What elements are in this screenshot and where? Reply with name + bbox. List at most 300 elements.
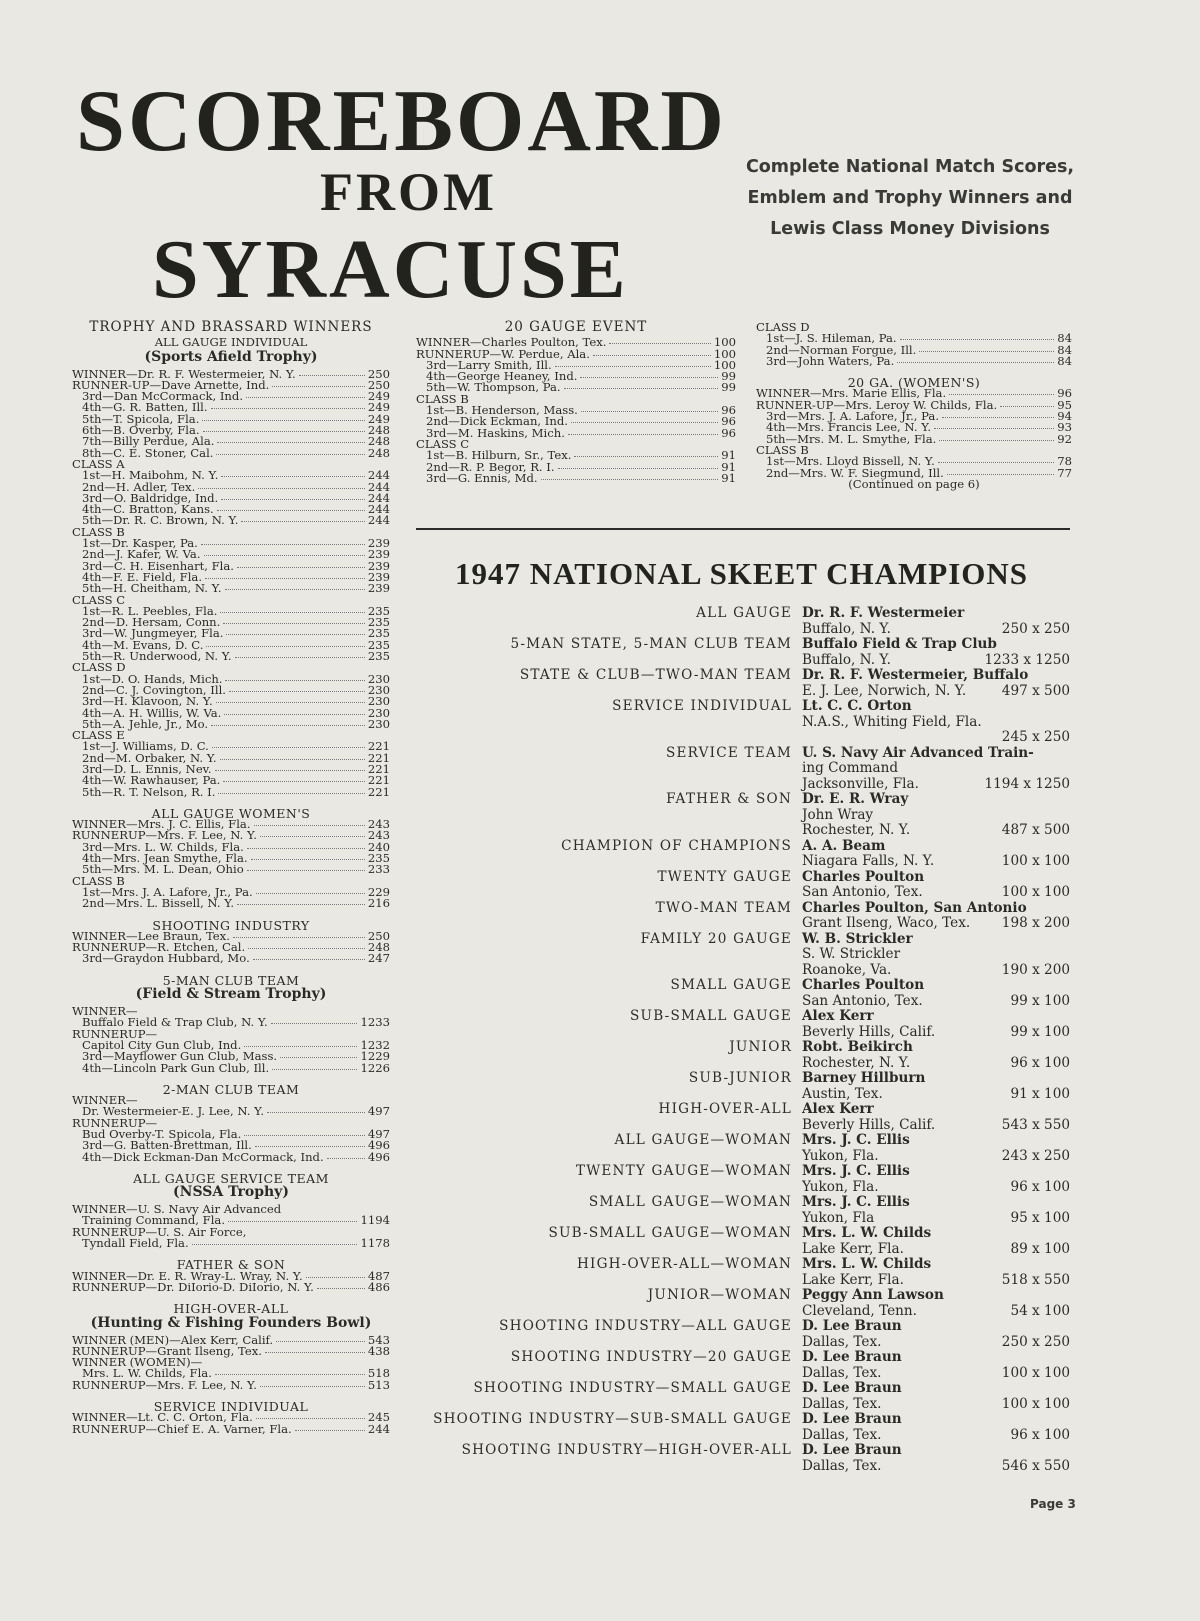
result-name: RUNNERUP—R. Etchen, Cal. (72, 940, 246, 955)
champion-details (802, 1195, 1070, 1226)
result-score: 230 (367, 682, 390, 697)
dot-leader (204, 555, 365, 556)
champion-row (410, 668, 1070, 699)
champion-text: E. J. Lee, Norwich, N. Y. (802, 682, 967, 699)
dot-leader (217, 442, 364, 443)
section-heading: ALL GAUGE WOMEN'S (151, 805, 311, 821)
champion-row (410, 1443, 1070, 1474)
champion-line (802, 839, 1070, 855)
champion-text: Robt. Beikirch (802, 1039, 913, 1055)
champion-row (410, 1195, 1070, 1226)
result-score: 1178 (360, 1236, 390, 1251)
result-score: 91 (721, 470, 736, 485)
dot-leader (255, 1146, 365, 1147)
result-score: 78 (1057, 454, 1072, 469)
result-name: 3rd—Mayflower Gun Club, Mass. (82, 1049, 278, 1064)
result-score: 84 (1057, 353, 1072, 368)
champion-text: Dallas, Tex. (802, 1457, 882, 1474)
champion-line (802, 1459, 1070, 1475)
result-score: 249 (367, 400, 390, 415)
result-score: 221 (367, 761, 390, 776)
dot-leader (221, 476, 364, 477)
result-score: 96 (721, 403, 736, 418)
result-name: RUNNERUP—W. Perdue, Ala. (416, 346, 590, 361)
champion-text: Beverly Hills, Calif. (802, 1116, 936, 1133)
result-name: Mrs. L. W. Childs, Fla. (82, 1366, 212, 1381)
champion-line (802, 777, 1070, 793)
result-score: 249 (367, 411, 390, 426)
section-heading: SHOOTING INDUSTRY (152, 917, 310, 933)
champion-line (802, 1412, 1070, 1428)
result-name: RUNNERUP—Mrs. F. Lee, N. Y. (72, 828, 257, 843)
champion-row (410, 978, 1070, 1009)
result-label: WINNER— (72, 1004, 138, 1019)
section-heading: (Continued on page 6) (848, 476, 980, 491)
result-label: RUNNERUP— (72, 1026, 158, 1041)
result-row (72, 953, 390, 964)
dot-leader (919, 351, 1054, 352)
event-name: STATE & CLUB—TWO-MAN TEAM (519, 667, 792, 683)
champion-line (802, 1164, 1070, 1180)
champion-score: 99 x 100 (1010, 992, 1070, 1009)
champion-row (410, 870, 1070, 901)
champion-line (802, 978, 1070, 994)
class-heading: CLASS D (756, 320, 810, 334)
champion-text: S. W. Strickler (802, 946, 901, 962)
champion-line (802, 1149, 1070, 1165)
result-name: RUNNER-UP—Mrs. Leroy W. Childs, Fla. (756, 397, 998, 412)
champion-line (802, 1102, 1070, 1118)
event-name: TWENTY GAUGE—WOMAN (575, 1163, 792, 1179)
champion-details (802, 1071, 1070, 1102)
result-name: WINNER—Lee Braun, Tex. (72, 928, 230, 943)
event-name: SUB-SMALL GAUGE (630, 1008, 792, 1024)
champion-text: Niagara Falls, N. Y. (802, 853, 935, 869)
section-heading: SERVICE INDIVIDUAL (153, 1399, 309, 1415)
result-score: 496 (367, 1149, 390, 1164)
result-name: WINNER—Mrs. J. C. Ellis, Fla. (72, 817, 251, 832)
champion-text: Dr. E. R. Wray (802, 791, 909, 807)
twenty-gauge-column (416, 319, 736, 485)
champion-text: Mrs. L. W. Childs (802, 1256, 932, 1272)
result-name: Bud Overby-T. Spicola, Fla. (82, 1127, 242, 1141)
champion-score: 487 x 500 (1001, 822, 1070, 838)
result-name: 1st—Mrs. Lloyd Bissell, N. Y. (766, 454, 935, 469)
champion-row (410, 1102, 1070, 1133)
dot-leader (244, 1046, 357, 1047)
event-name: JUNIOR (729, 1039, 792, 1055)
dot-leader (223, 781, 365, 782)
dot-leader (211, 408, 365, 409)
result-name: 4th—F. E. Field, Fla. (82, 569, 203, 584)
champion-score: 96 x 100 (1010, 1178, 1070, 1195)
result-label: WINNER (WOMEN)— (72, 1355, 203, 1370)
result-name: 3rd—O. Baldridge, Ind. (82, 490, 219, 505)
champion-row (410, 1381, 1070, 1412)
dot-leader (248, 948, 365, 949)
result-name: 4th—George Heaney, Ind. (426, 369, 578, 384)
subtitle-line: Emblem and Trophy Winners and (747, 188, 1073, 208)
champion-row (410, 1071, 1070, 1102)
result-score: 230 (367, 705, 390, 720)
class-heading: CLASS B (416, 391, 469, 406)
dot-leader (260, 1386, 365, 1387)
result-score: 84 (1057, 342, 1072, 357)
result-score: 240 (367, 839, 390, 854)
result-name: 2nd—Norman Forgue, Ill. (766, 342, 917, 357)
champion-text: Barney Hillburn (802, 1070, 926, 1086)
champion-score: 250 x 250 (1001, 620, 1070, 637)
event-name: ALL GAUGE (696, 605, 792, 621)
champion-line (802, 963, 1070, 979)
result-name: 3rd—G. Batten-Brettman, Ill. (82, 1138, 252, 1153)
result-name: 2nd—Mrs. L. Bissell, N. Y. (82, 896, 235, 911)
result-row (72, 898, 390, 909)
champion-score: 190 x 200 (1001, 961, 1070, 978)
dot-leader (220, 612, 364, 613)
result-score: 497 (367, 1127, 390, 1141)
event-name: FATHER & SON (666, 791, 792, 807)
section-heading: 5-MAN CLUB TEAM (162, 972, 300, 988)
result-name: 2nd—J. Kafer, W. Va. (82, 547, 201, 562)
dot-leader (251, 859, 365, 860)
champion-line (802, 1025, 1070, 1041)
event-name: TWO-MAN TEAM (655, 899, 792, 916)
champion-details (802, 1412, 1070, 1443)
champion-text: D. Lee Braun (802, 1349, 902, 1365)
result-row (72, 1279, 390, 1294)
subtitle-line: Complete National Match Scores, (745, 157, 1075, 177)
dot-leader (215, 1374, 365, 1375)
champion-text: Rochester, N. Y. (802, 822, 911, 838)
champion-score: 250 x 250 (1001, 1333, 1070, 1350)
event-name: SERVICE TEAM (666, 744, 792, 761)
section-heading: (Sports Afield Trophy) (144, 348, 318, 365)
dot-leader (947, 474, 1054, 475)
champion-text: Dr. R. F. Westermeier, Buffalo (802, 667, 1029, 683)
champion-line (802, 823, 1070, 839)
result-score: 235 (367, 637, 390, 652)
champion-line (802, 994, 1070, 1010)
champion-line (802, 947, 1070, 963)
result-score: 248 (367, 423, 390, 438)
champion-line (802, 1273, 1070, 1289)
result-name: 6th—B. Overby, Fla. (82, 423, 200, 438)
champion-text: U. S. Navy Air Advanced Train- (802, 744, 1034, 761)
result-score: 486 (367, 1279, 390, 1294)
champion-text: Buffalo, N. Y. (802, 620, 891, 637)
result-name: 3rd—M. Haskins, Mich. (426, 425, 565, 440)
champion-line (802, 1397, 1070, 1413)
result-name: 2nd—M. Orbaker, N. Y. (82, 750, 217, 765)
result-name: 3rd—H. Klavoon, N. Y. (82, 694, 213, 709)
result-score: 91 (721, 448, 736, 463)
champion-text: Buffalo Field & Trap Club (802, 636, 997, 652)
section-heading: 2-MAN CLUB TEAM (162, 1081, 300, 1097)
class-heading: CLASS C (416, 436, 470, 451)
champions-title: 1947 NATIONAL SKEET CHAMPIONS (455, 556, 1029, 591)
result-row (72, 1238, 390, 1249)
dot-leader (202, 420, 364, 421)
result-name: 5th—Dr. R. C. Brown, N. Y. (82, 513, 239, 528)
dot-leader (317, 1288, 365, 1289)
champion-line (802, 792, 1070, 808)
result-score: 249 (367, 389, 390, 404)
champion-text: Rochester, N. Y. (802, 1054, 911, 1071)
champion-text: Yukon, Fla (802, 1209, 875, 1226)
class-heading: CLASS D (72, 660, 126, 675)
section-heading: 20 GA. (WOMEN'S) (847, 375, 981, 391)
result-score: 100 (713, 346, 736, 361)
result-name: 4th—Mrs. Jean Smythe, Fla. (82, 851, 248, 866)
result-name: RUNNERUP—Grant Ilseng, Tex. (72, 1343, 262, 1358)
dot-leader (939, 440, 1054, 441)
result-score: 221 (367, 784, 390, 799)
dot-leader (233, 937, 365, 938)
result-name: 5th—H. Cheitham, N. Y. (82, 581, 222, 596)
dot-leader (256, 1418, 365, 1419)
result-name: 1st—J. S. Hileman, Pa. (766, 331, 897, 346)
champion-details (802, 932, 1070, 979)
section-heading: 20 GAUGE EVENT (504, 319, 648, 335)
champion-line (802, 1350, 1070, 1366)
dot-leader (223, 623, 365, 624)
champion-score: 245 x 250 (1001, 729, 1070, 745)
result-name: Tyndall Field, Fla. (82, 1236, 189, 1251)
champion-text: Alex Kerr (802, 1101, 874, 1117)
champion-line (802, 1040, 1070, 1056)
champion-line (802, 1304, 1070, 1320)
result-score: 100 (713, 335, 736, 350)
dot-leader (225, 680, 364, 681)
champion-row (410, 792, 1070, 839)
champion-details (802, 1350, 1070, 1381)
result-row (72, 1377, 390, 1392)
result-score: 216 (367, 896, 390, 911)
dot-leader (897, 362, 1054, 363)
champion-score: 100 x 100 (1001, 1364, 1070, 1381)
dot-leader (206, 646, 364, 647)
event-name: SHOOTING INDUSTRY—HIGH-OVER-ALL (461, 1442, 792, 1458)
result-name: 2nd—C. J. Covington, Ill. (82, 682, 226, 697)
champion-text: Yukon, Fla. (802, 1178, 879, 1195)
champion-details (802, 870, 1070, 901)
champion-details (802, 1443, 1070, 1474)
result-name: 5th—R. Underwood, N. Y. (82, 649, 232, 664)
champion-details (802, 1164, 1070, 1195)
result-name: 1st—B. Hilburn, Sr., Tex. (426, 448, 572, 463)
champion-line (802, 637, 1070, 653)
result-name: 8th—C. E. Stoner, Cal. (82, 445, 214, 460)
champion-score: 99 x 100 (1010, 1023, 1070, 1040)
class-heading: CLASS B (72, 524, 125, 539)
result-score: 239 (367, 569, 390, 584)
champion-text: Dallas, Tex. (802, 1333, 882, 1350)
dot-leader (211, 725, 365, 726)
result-score: 513 (367, 1377, 390, 1392)
champion-score: 91 x 100 (1010, 1085, 1070, 1102)
result-score: 230 (367, 694, 390, 709)
result-name: RUNNERUP—Dr. DiIorio-D. DiIorio, N. Y. (72, 1279, 314, 1294)
champion-line (802, 1242, 1070, 1258)
subtitle-block (730, 152, 1090, 245)
dot-leader (900, 339, 1055, 340)
result-name: RUNNERUP—Mrs. F. Lee, N. Y. (72, 1377, 257, 1392)
dot-leader (254, 825, 365, 826)
result-score: 250 (367, 928, 390, 943)
dot-leader (201, 544, 365, 545)
result-score: 77 (1057, 465, 1072, 480)
section-heading: (NSSA Trophy) (173, 1184, 289, 1201)
champion-row (410, 1164, 1070, 1195)
event-name: HIGH-OVER-ALL (658, 1101, 792, 1117)
event-name: SERVICE INDIVIDUAL (612, 698, 792, 714)
champion-row (410, 1412, 1070, 1443)
dot-leader (237, 904, 365, 905)
result-score: 235 (367, 615, 390, 630)
result-score: 221 (367, 750, 390, 765)
dot-leader (217, 510, 365, 511)
result-score: 1233 (360, 1015, 390, 1030)
result-score: 496 (367, 1138, 390, 1153)
champion-line (802, 1056, 1070, 1072)
dot-leader (942, 417, 1054, 418)
dot-leader (229, 691, 365, 692)
dot-leader (949, 394, 1054, 395)
champion-text: San Antonio, Tex. (802, 992, 923, 1009)
champion-text: N.A.S., Whiting Field, Fla. (802, 713, 982, 730)
dot-leader (235, 657, 365, 658)
champion-score: 543 x 550 (1001, 1116, 1070, 1133)
champion-text: Cleveland, Tenn. (802, 1302, 917, 1319)
champion-row (410, 839, 1070, 870)
dot-leader (253, 959, 365, 960)
result-score: 543 (367, 1332, 390, 1347)
champion-details (802, 1381, 1070, 1412)
dot-leader (541, 479, 719, 480)
dot-leader (938, 462, 1054, 463)
result-score: 248 (367, 445, 390, 460)
result-score: 244 (367, 502, 390, 517)
result-name: 4th—Dick Eckman-Dan McCormack, Ind. (82, 1149, 324, 1164)
dot-leader (216, 702, 365, 703)
champion-row (410, 1009, 1070, 1040)
section-heading: TROPHY AND BRASSARD WINNERS (89, 319, 373, 335)
champion-details (802, 1102, 1070, 1133)
page-number: Page 3 (1030, 1497, 1076, 1511)
champion-line (802, 622, 1070, 638)
result-label: WINNER—U. S. Navy Air Advanced (72, 1202, 282, 1217)
dot-leader (581, 411, 718, 412)
result-score: 99 (721, 369, 736, 384)
champion-line (802, 1133, 1070, 1149)
result-name: 1st—R. L. Peebles, Fla. (82, 603, 218, 618)
result-score: 230 (367, 716, 390, 731)
dot-leader (574, 456, 718, 457)
event-name: JUNIOR—WOMAN (647, 1287, 792, 1303)
champion-line (802, 1381, 1070, 1397)
champion-text: Dallas, Tex. (802, 1395, 882, 1412)
champion-details (802, 1133, 1070, 1164)
section-heading: ALL GAUGE INDIVIDUAL (154, 335, 308, 350)
result-name: 4th—A. H. Willis, W. Va. (82, 705, 222, 720)
champion-text: Jacksonville, Fla. (802, 775, 919, 792)
result-name: Training Command, Fla. (82, 1213, 226, 1228)
result-name: 2nd—Dick Eckman, Ind. (426, 414, 568, 429)
result-name: 3rd—D. L. Ennis, Nev. (82, 761, 212, 776)
result-score: 250 (367, 377, 390, 392)
result-score: 233 (367, 862, 390, 877)
champion-text: John Wray (802, 806, 874, 823)
dot-leader (272, 386, 365, 387)
dot-leader (271, 1023, 358, 1024)
champion-line (802, 1319, 1070, 1335)
champion-score: 198 x 200 (1001, 915, 1070, 931)
result-score: 221 (367, 773, 390, 788)
dot-leader (224, 714, 365, 715)
champion-line (802, 761, 1070, 777)
champion-text: Buffalo, N. Y. (802, 651, 891, 668)
event-name: SMALL GAUGE—WOMAN (588, 1194, 792, 1210)
result-score: 1232 (360, 1037, 390, 1052)
result-score: 487 (367, 1268, 390, 1283)
champion-line (802, 1087, 1070, 1103)
champion-text: A. A. Beam (802, 837, 886, 854)
champion-line (802, 699, 1070, 715)
class-heading: CLASS C (72, 592, 126, 607)
champion-line (802, 932, 1070, 948)
result-name: 1st—Mrs. J. A. Lafore, Jr., Pa. (82, 884, 253, 899)
champion-line (802, 653, 1070, 669)
champion-score: 89 x 100 (1010, 1240, 1070, 1257)
event-name: CHAMPION OF CHAMPIONS (561, 837, 792, 854)
result-name: 3rd—C. H. Eisenhart, Fla. (82, 558, 234, 573)
dot-leader (225, 589, 365, 590)
champion-score: 1233 x 1250 (984, 651, 1070, 668)
class-heading: CLASS A (72, 456, 125, 471)
champion-text: Alex Kerr (802, 1008, 874, 1024)
result-score: 239 (367, 547, 390, 562)
champion-details (802, 839, 1070, 870)
champion-text: Mrs. J. C. Ellis (802, 1163, 910, 1179)
dot-leader (267, 1112, 365, 1113)
champion-row (410, 1288, 1070, 1319)
champion-text: Lake Kerr, Fla. (802, 1271, 904, 1288)
champion-line (802, 1180, 1070, 1196)
result-name: 5th—T. Spicola, Fla. (82, 411, 200, 426)
result-name: 5th—Mrs. M. L. Smythe, Fla. (766, 431, 937, 446)
dot-leader (192, 1244, 358, 1245)
champion-text: Mrs. L. W. Childs (802, 1225, 932, 1241)
champion-text: Charles Poulton, San Antonio (802, 899, 1027, 916)
dot-leader (205, 578, 365, 579)
result-name: 3rd—W. Jungmeyer, Fla. (82, 626, 224, 641)
champion-text: Dr. R. F. Westermeier (802, 605, 965, 621)
champion-details (802, 668, 1070, 699)
result-score: 244 (367, 1421, 390, 1436)
result-score: 96 (721, 414, 736, 429)
champion-line (802, 1428, 1070, 1444)
champion-score: 497 x 500 (1001, 682, 1070, 699)
dot-leader (218, 793, 364, 794)
event-name: 5-MAN STATE, 5-MAN CLUB TEAM (510, 636, 792, 652)
result-score: 230 (367, 671, 390, 686)
champion-score: 96 x 100 (1010, 1426, 1070, 1443)
section-heading: FATHER & SON (176, 1257, 286, 1273)
result-score: 245 (367, 1410, 390, 1425)
event-name: ALL GAUGE—WOMAN (614, 1132, 792, 1148)
dot-leader (295, 1430, 365, 1431)
